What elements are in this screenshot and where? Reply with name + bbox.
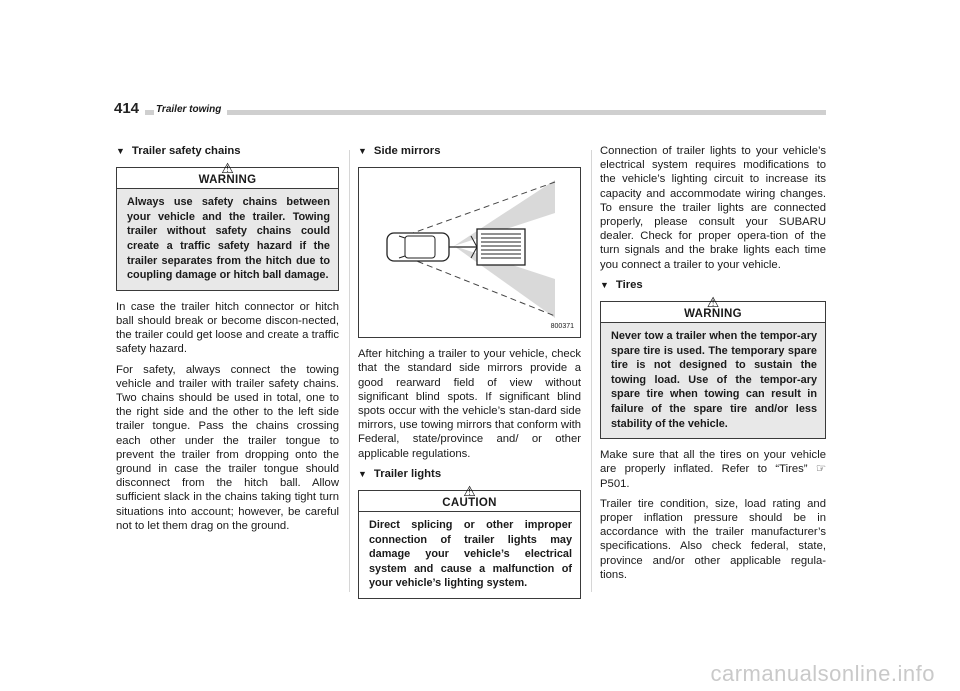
column-2 [358,144,581,608]
column-divider [349,150,350,592]
mirror-view-illustration [359,168,582,337]
section-heading [358,144,581,158]
heading-marker-icon: ▼ [116,146,125,156]
warning-header [601,294,825,323]
warning-text: Always use safety chains between your vehicle and the trailer. Towing trailer without safety chains could create a traffic safety hazard if the trailer separates from the hitch due to coupling damage or hitch ball damage. [117,189,338,290]
warning-label: WARNING [198,174,257,187]
paragraph: After hitching a trailer to your vehicle, check that the standard side mirrors provide a good rearward field of view without significant blind spots. If significant blind spots occur with the vehicle’s stan-dard side mirrors, use towing mirrors that conform with Federal, state/province and/ or other applicable regulations. [358,348,581,460]
figure-code: 800371 [550,323,574,330]
paragraph: In case the trailer hitch connector or hitch ball should break or become discon-nected, the trailer could get loose and create a traffic safety hazard. [116,300,339,356]
heading-text: Trailer lights [373,467,442,480]
paragraph: For safety, always connect the towing vehicle and trailer with trailer safety chains. Two chains should be used in total, one to the right side and the other to the left side trailer tongue. Pass the chains crossing each other under the trailer tongue to prevent the trailer from dropping onto the ground in case the trailer tongue should disconnect from the hitch ball. Allow sufficient slack in the chains taking tight turn situations into account; however, be careful not to let them drag on the ground. [116,363,339,532]
paragraph: Trailer tire condition, size, load rating and proper inflation pressure should be in accordance with the trailer manufacturer’s specifications. Also check federal, state, province and/or other applicable regula-tions. [600,497,826,581]
warning-box [600,294,826,439]
warning-triangle-icon: ⚠ [463,483,476,500]
section-title: Trailer towing [154,104,227,115]
column-3 [600,144,826,588]
caution-label: CAUTION [442,497,497,510]
section-heading [600,278,826,292]
caution-text: Direct splicing or other improper connection of trailer lights may damage your vehicle’s electrical system and cause a malfunction of your vehicle’s lighting system. [359,512,580,598]
side-mirror-figure [358,167,581,338]
warning-header [117,160,338,189]
caution-box [358,483,581,599]
heading-marker-icon: ▼ [600,279,609,290]
warning-triangle-icon: ⚠ [221,160,234,177]
column-divider [591,150,592,592]
heading-marker-icon: ▼ [358,146,367,156]
warning-triangle-icon: ⚠ [706,294,720,311]
heading-marker-icon: ▼ [358,468,367,479]
caution-header [359,483,580,512]
paragraph: Connection of trailer lights to your vehicle’s electrical system requires modifications to the vehicle’s lighting circuit to increase its capacity and accommodate wiring changes. To ensure the trailer lights are connected properly, please consult your SUBARU dealer. Check for proper opera-tion of the turn signals and the brake lights each time you connect a trailer to your vehicle. [600,145,826,271]
warning-text: Never tow a trailer when the tempor-ary spare tire is used. The temporary spare tire is not designed to sustain the towing load. Use of the tempor-ary spare tire when towing can result in failure of the spare tire and/or less stability of the vehicle. [601,323,825,438]
section-heading [116,144,339,158]
page-number: 414 [114,100,145,117]
section-heading [358,467,581,481]
heading-text: Side mirrors [373,145,441,157]
column-1 [116,144,339,539]
car-roof [405,236,435,258]
watermark: carmanualsonline.info [710,661,935,686]
trailer-ribs [481,234,521,258]
warning-box [116,160,339,291]
heading-text: Trailer safety chains [131,145,241,157]
paragraph: Make sure that all the tires on your vehicle are properly inflated. Refer to “Tires” ☞ P501. [600,449,826,490]
warning-label: WARNING [684,308,742,321]
heading-text: Tires [615,278,643,291]
